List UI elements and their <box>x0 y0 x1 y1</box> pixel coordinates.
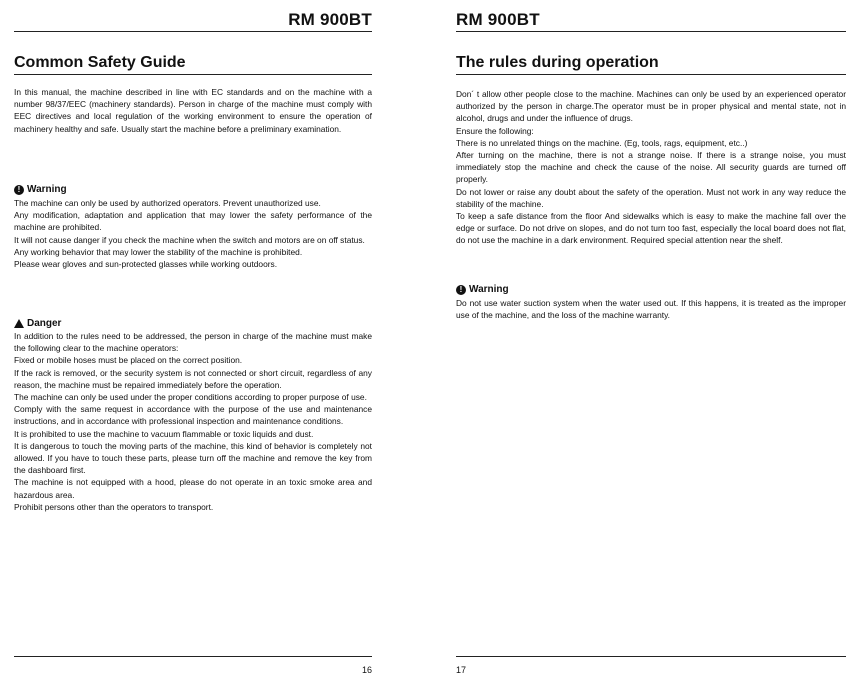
warning-heading <box>14 184 67 195</box>
list-item: The machine can only be used by authorized operators. Prevent unauthorized use. <box>14 198 321 208</box>
list-item: If the rack is removed, or the security system is not connected or short circuit, regardless of any reason, the machine must be repaired immediately before the operation. <box>14 367 372 390</box>
list-item: It is prohibited to use the machine to vacuum flammable or toxic liquids and dust. <box>14 428 314 439</box>
list-item: The machine is not equipped with a hood, please do not operate in an toxic smoke area and hazardous area. <box>14 477 372 500</box>
list-item: After turning on the machine, there is not a strange noise. If there is a strange noise, you must immediately stop the machine and check the cause of the noise. All security guards are turned off properly. <box>456 150 846 185</box>
list-item: Don´ t allow other people close to the machine. Machines can only be used by an experienced operator authorized by the person in charge.The operator must be in proper physical and mental state, not in alcohol, drugs and under the influence of drugs. <box>456 89 846 124</box>
left-page <box>14 0 372 688</box>
model-name: RM 900BT <box>288 10 372 29</box>
title-rule <box>14 74 372 75</box>
header-rule <box>456 31 846 32</box>
warning-triangle-icon <box>14 319 24 328</box>
exclamation-circle-icon: ! <box>456 285 466 295</box>
list-item: Do not lower or raise any doubt about the safety of the operation. Must not work in any way reduce the stability of the machine. <box>456 186 846 209</box>
list-item: Any working behavior that may lower the stability of the machine is prohibited. <box>14 246 303 257</box>
list-item: To keep a safe distance from the floor And sidewalks which is easy to make the machine fall over the edge or surface. Do not drive on slopes, and do not turn too fast, especially the local board does not flat, do not use the machine in a dark environment. Required special attention near the shelf. <box>456 211 846 246</box>
page-number: 17 <box>456 665 467 675</box>
warning-heading <box>456 284 509 295</box>
list-item: It is dangerous to touch the moving parts of the machine, this kind of behavior is completely not allowed. If you have to touch these parts, please turn off the machine and remove the key from the dashboard first. <box>14 440 372 476</box>
danger-heading <box>14 318 61 329</box>
warning-text-block <box>456 297 846 321</box>
list-item: Please wear gloves and sun-protected glasses while working outdoors. <box>14 259 278 270</box>
warning-text: Do not use water suction system when the water used out. If this happens, it is treated as the improper use of the machine, and the loss of the machine warranty. <box>456 298 846 321</box>
operation-rules <box>456 88 846 247</box>
warning-list <box>14 197 372 270</box>
danger-list <box>14 330 372 513</box>
model-name: RM 900BT <box>456 10 540 29</box>
page-title: The rules during operation <box>456 54 659 71</box>
right-page <box>456 0 846 688</box>
footer-rule <box>14 656 372 657</box>
exclamation-circle-icon: ! <box>14 185 24 195</box>
list-item: Prohibit persons other than the operators to transport. <box>14 501 214 512</box>
list-item: The machine can only be used under the proper conditions according to proper purpose of use. <box>14 392 367 403</box>
list-item: There is no unrelated things on the machine. (Eg, tools, rags, equipment, etc..) <box>456 137 748 148</box>
page-title: Common Safety Guide <box>14 54 186 71</box>
list-item: It will not cause danger if you check the machine when the switch and motors are on off status. <box>14 234 365 245</box>
list-item: Fixed or mobile hoses must be placed on the correct position. <box>14 355 243 366</box>
page-number: 16 <box>361 665 372 675</box>
title-rule <box>456 74 846 75</box>
warning-heading-label: Warning <box>469 284 509 295</box>
footer-rule <box>456 656 846 657</box>
list-item: Comply with the same request in accordance with the purpose of the use and maintenance instructions, and in accordance with professional inspection and maintenance conditions. <box>14 404 372 427</box>
header-rule <box>14 31 372 32</box>
danger-heading-label: Danger <box>27 318 62 329</box>
warning-heading-label: Warning <box>27 184 67 195</box>
intro-paragraph <box>14 86 372 135</box>
list-item: Ensure the following: <box>456 125 534 136</box>
list-item: In addition to the rules need to be addressed, the person in charge of the machine must make the following clear to the machine operators: <box>14 331 372 354</box>
list-item: Any modification, adaptation and application that may lower the safety performance of the machine are prohibited. <box>14 210 372 233</box>
intro-text: In this manual, the machine described in line with EC standards and on the machine with a number 98/37/EEC (machinery standards). Person in charge of the machine must comply with EEC directives and local regulation of the working environment to ensure the operation of machinery healthy and safe. Usually start the machine before a preliminary examination. <box>14 87 372 134</box>
